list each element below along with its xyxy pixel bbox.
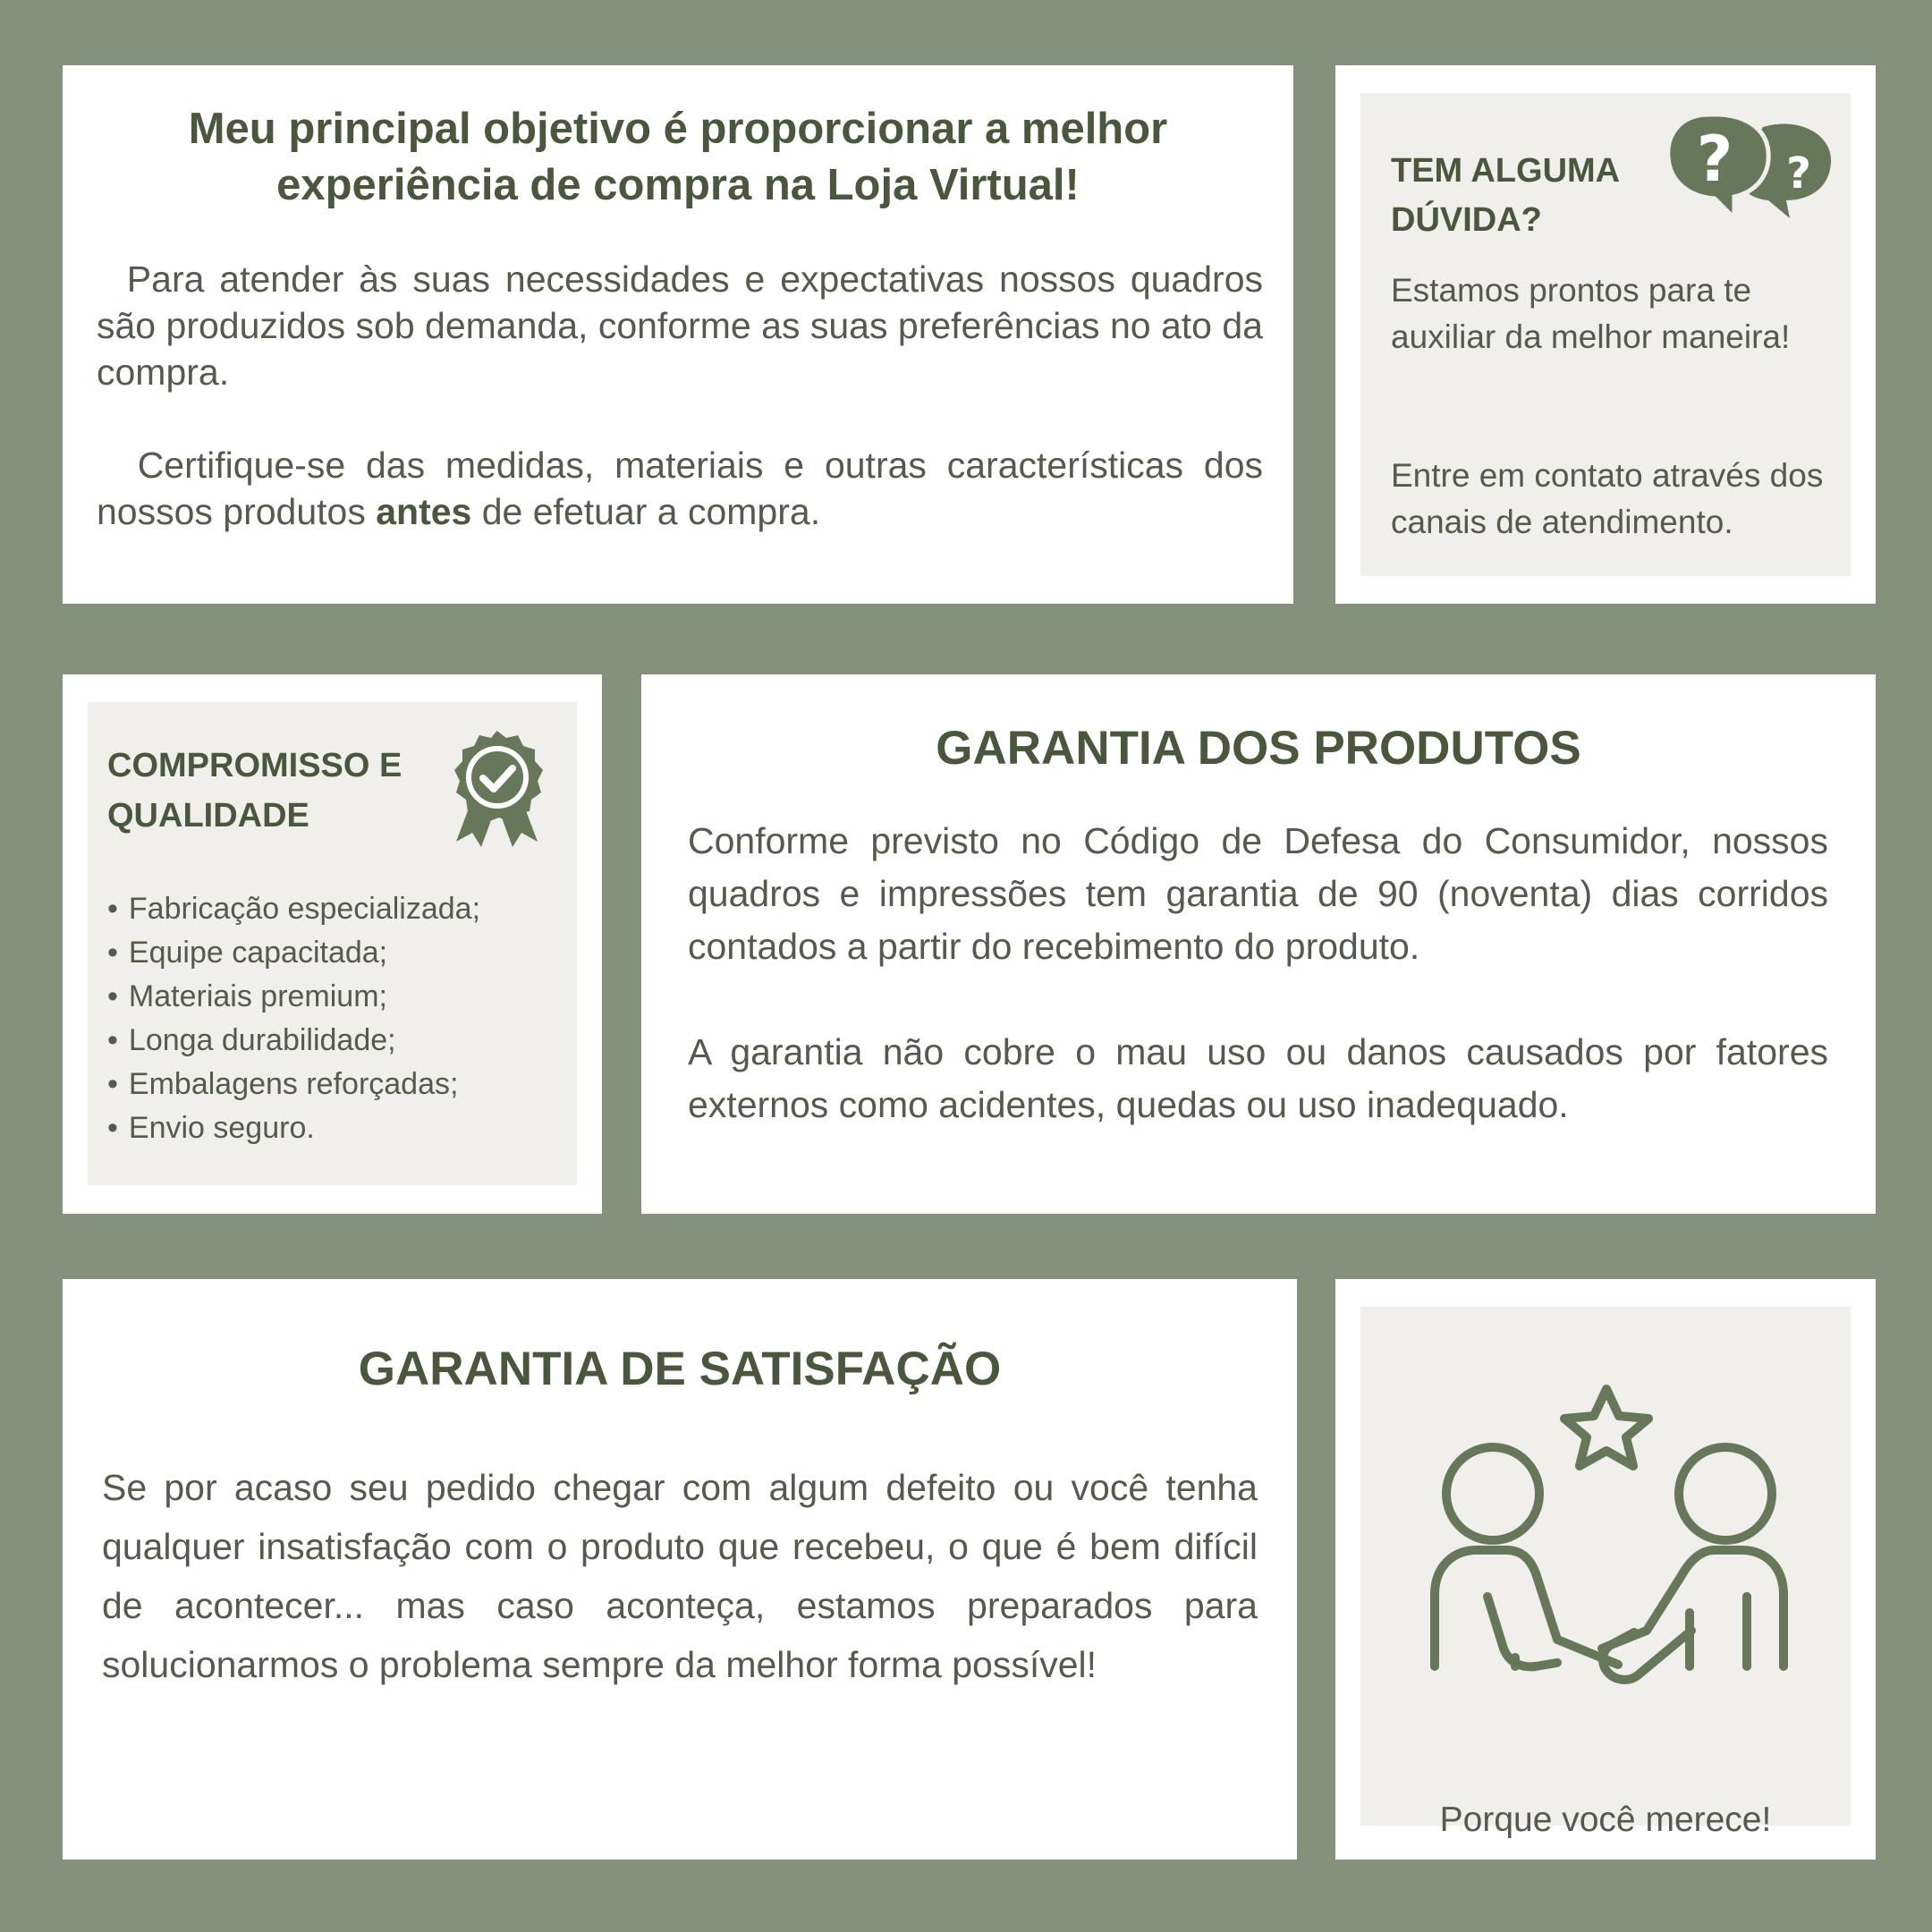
quality-card (63, 674, 602, 1214)
doubts-text-2: Entre em contato através dos canais de atendimento. (1391, 457, 1824, 540)
list-item: • Equipe capacitada; (107, 931, 480, 975)
doubts-panel (1360, 93, 1851, 576)
satisfaction-title: GARANTIA DE SATISFAÇÃO (358, 1343, 1002, 1395)
intro-paragraph-1-text: Para atender às suas necessidades e expectativas nossos quadros são produzidos sob demanda, conforme as suas preferências no ato da compra. (97, 258, 1263, 393)
merit-caption: Porque você merece! (1439, 1801, 1772, 1839)
doubts-heading: TEM ALGUMA DÚVIDA? (1391, 152, 1619, 239)
list-item: • Fabricação especializada; (107, 887, 480, 931)
doubts-card (1335, 65, 1876, 604)
satisfaction-card (63, 1279, 1297, 1860)
intro-paragraph-2-end: de efetuar a compra. (471, 491, 821, 532)
quality-heading: COMPROMISSO E QUALIDADE (107, 747, 402, 835)
list-item: • Materiais premium; (107, 975, 480, 1019)
quality-list (107, 887, 480, 1150)
intro-paragraph-2-emphasis: antes (376, 491, 472, 532)
merit-card (1335, 1279, 1876, 1860)
intro-paragraph-2-start: Certifique-se das medidas, materiais e outras características dos nossos produtos (97, 445, 1263, 532)
warranty-title: GARANTIA DOS PRODUTOS (936, 722, 1581, 775)
list-item: • Envio seguro. (107, 1106, 480, 1150)
quality-panel (88, 702, 577, 1185)
warranty-paragraph-1: Conforme previsto no Código de Defesa do Consumidor, nossos quadros e impressões tem garantia de 90 (noventa) dias corridos contados a partir do recebimento do produto. (688, 820, 1828, 967)
list-item: • Longa durabilidade; (107, 1019, 480, 1063)
intro-paragraph-1 (97, 256, 1263, 395)
svg-text:?: ? (1786, 148, 1811, 199)
intro-title: Meu principal objetivo é proporcionar a melhor experiência de compra na Loja Virtual! (188, 105, 1168, 209)
intro-paragraph-2 (97, 442, 1263, 535)
satisfaction-paragraph: Se por acaso seu pedido chegar com algum defeito ou você tenha qualquer insatisfação com o produto que recebeu, o que é bem difícil de acontecer... mas caso aconteça, estamos preparados para solucionarmos o problema sempre da melhor forma possível! (102, 1467, 1258, 1685)
doubts-text-1: Estamos prontos para te auxiliar da melhor maneira! (1391, 272, 1791, 355)
svg-text:?: ? (1696, 123, 1733, 196)
list-item: • Embalagens reforçadas; (107, 1063, 480, 1106)
warranty-paragraph-2: A garantia não cobre o mau uso ou danos causados por fatores externos como acidentes, quedas ou uso inadequado. (688, 1031, 1828, 1125)
speech-bubbles-question-icon (1665, 107, 1835, 224)
merit-panel (1360, 1307, 1851, 1839)
handshake-star-icon (1423, 1362, 1790, 1693)
warranty-card (641, 674, 1876, 1214)
badge-check-icon (445, 727, 548, 848)
intro-card (63, 65, 1293, 604)
